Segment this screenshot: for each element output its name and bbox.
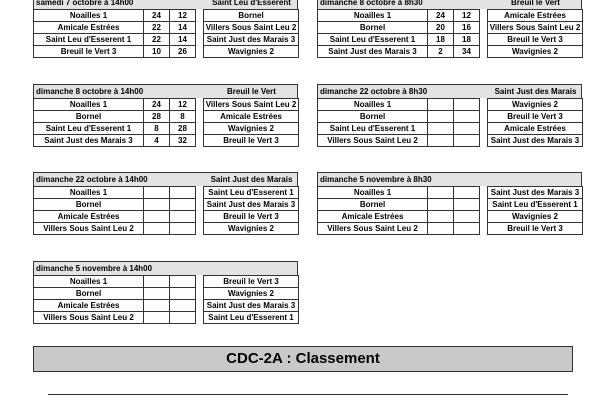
home-team: Villers Sous Saint Leu 2 — [34, 312, 144, 324]
results-table — [33, 9, 299, 58]
away-score — [170, 312, 196, 324]
away-team: Breuil le Vert 3 — [488, 223, 583, 235]
away-team: Villers Sous Saint Leu 2 — [204, 22, 299, 34]
table-row — [318, 211, 583, 223]
home-team: Bornel — [34, 288, 144, 300]
table-row — [34, 111, 299, 123]
table-row — [318, 199, 583, 211]
away-score: 26 — [170, 46, 196, 58]
home-team: Bornel — [318, 22, 428, 34]
away-team: Saint Leu d'Esserent 1 — [204, 187, 299, 199]
spacer — [196, 22, 204, 34]
spacer — [480, 223, 488, 235]
spacer — [480, 46, 488, 58]
table-row — [318, 46, 583, 58]
away-score: 18 — [454, 34, 480, 46]
home-team: Saint Leu d'Esserent 1 — [34, 34, 144, 46]
table-row — [318, 135, 583, 147]
away-team: Amicale Estrées — [488, 10, 583, 22]
home-team: Breuil le Vert 3 — [34, 46, 144, 58]
away-score — [454, 211, 480, 223]
spacer — [196, 99, 204, 111]
table-row — [34, 22, 299, 34]
table-row — [34, 312, 299, 324]
table-row — [34, 211, 299, 223]
spacer — [196, 187, 204, 199]
away-team: Villers Sous Saint Leu 2 — [204, 99, 299, 111]
home-score: 22 — [144, 22, 170, 34]
match-day-header — [317, 84, 582, 98]
away-score — [454, 187, 480, 199]
away-score — [170, 211, 196, 223]
home-score — [428, 187, 454, 199]
away-score: 34 — [454, 46, 480, 58]
spacer — [196, 276, 204, 288]
match-day-block — [33, 84, 298, 147]
match-day-block — [33, 0, 298, 58]
match-day-header — [33, 0, 298, 9]
home-score — [428, 123, 454, 135]
home-team: Noailles 1 — [318, 99, 428, 111]
table-row — [318, 34, 583, 46]
away-score: 12 — [454, 10, 480, 22]
results-table — [317, 186, 583, 235]
spacer — [196, 135, 204, 147]
home-team: Villers Sous Saint Leu 2 — [318, 223, 428, 235]
away-score — [454, 99, 480, 111]
match-day-header — [317, 172, 582, 186]
table-row — [34, 300, 299, 312]
results-table — [317, 9, 583, 58]
table-row — [318, 187, 583, 199]
spacer — [196, 288, 204, 300]
away-score — [170, 276, 196, 288]
home-score: 18 — [428, 34, 454, 46]
home-team: Saint Just des Marais 3 — [34, 135, 144, 147]
spacer — [196, 34, 204, 46]
home-team: Noailles 1 — [318, 10, 428, 22]
match-date: dimanche 22 octobre à 8h30 — [320, 87, 428, 96]
away-score — [170, 288, 196, 300]
away-team: Saint Just des Marais 3 — [488, 187, 583, 199]
home-team: Noailles 1 — [34, 187, 144, 199]
spacer — [196, 111, 204, 123]
home-score: 24 — [144, 99, 170, 111]
away-team: Amicale Estrées — [204, 111, 299, 123]
results-table — [317, 98, 583, 147]
table-row — [34, 34, 299, 46]
home-team: Noailles 1 — [34, 10, 144, 22]
spacer — [480, 10, 488, 22]
home-score — [428, 199, 454, 211]
match-date: dimanche 5 novembre à 8h30 — [320, 175, 432, 184]
spacer — [480, 111, 488, 123]
home-score: 10 — [144, 46, 170, 58]
home-score — [144, 223, 170, 235]
home-score: 24 — [428, 10, 454, 22]
away-team: Saint Just des Marais 3 — [488, 135, 583, 147]
away-score: 28 — [170, 123, 196, 135]
spacer — [480, 187, 488, 199]
home-score: 8 — [144, 123, 170, 135]
home-score: 28 — [144, 111, 170, 123]
spacer — [480, 135, 488, 147]
table-row — [34, 123, 299, 135]
home-team: Saint Just des Marais 3 — [318, 46, 428, 58]
match-day-block — [33, 172, 298, 235]
away-score: 12 — [170, 99, 196, 111]
home-score: 20 — [428, 22, 454, 34]
away-score: 14 — [170, 22, 196, 34]
away-score — [170, 300, 196, 312]
away-team: Breuil le Vert 3 — [488, 34, 583, 46]
table-row — [34, 223, 299, 235]
match-date: dimanche 22 octobre à 14h00 — [36, 175, 148, 184]
away-score — [454, 223, 480, 235]
spacer — [480, 123, 488, 135]
match-date: dimanche 8 octobre à 8h30 — [320, 0, 423, 7]
match-day-header — [317, 0, 582, 9]
home-team: Saint Leu d'Esserent 1 — [34, 123, 144, 135]
away-team: Breuil le Vert 3 — [204, 276, 299, 288]
home-score — [428, 211, 454, 223]
home-team: Amicale Estrées — [318, 211, 428, 223]
away-team: Amicale Estrées — [488, 123, 583, 135]
home-team: Bornel — [34, 111, 144, 123]
match-date: dimanche 5 novembre à 14h00 — [36, 264, 153, 273]
away-team: Wavignies 2 — [204, 123, 299, 135]
away-score: 32 — [170, 135, 196, 147]
away-team: Saint Just des Marais 3 — [204, 300, 299, 312]
spacer — [196, 10, 204, 22]
away-team: Breuil le Vert 3 — [488, 111, 583, 123]
away-score — [454, 111, 480, 123]
match-day-block — [33, 261, 298, 324]
home-team: Amicale Estrées — [34, 211, 144, 223]
away-team: Wavignies 2 — [488, 99, 583, 111]
home-score — [144, 312, 170, 324]
spacer — [196, 46, 204, 58]
away-team: Saint Leu d'Esserent 1 — [488, 199, 583, 211]
home-team: Noailles 1 — [318, 187, 428, 199]
home-team: Villers Sous Saint Leu 2 — [318, 135, 428, 147]
home-score — [144, 288, 170, 300]
results-table — [33, 186, 299, 235]
table-row — [318, 111, 583, 123]
spacer — [196, 312, 204, 324]
home-team: Amicale Estrées — [34, 300, 144, 312]
home-score — [144, 187, 170, 199]
home-team: Villers Sous Saint Leu 2 — [34, 223, 144, 235]
match-date: dimanche 8 octobre à 14h00 — [36, 87, 144, 96]
home-score — [144, 211, 170, 223]
away-team: Breuil le Vert 3 — [204, 135, 299, 147]
table-row — [34, 135, 299, 147]
table-row — [34, 187, 299, 199]
results-table — [33, 98, 299, 147]
away-score — [170, 199, 196, 211]
home-score — [144, 199, 170, 211]
away-team: Saint Just des Marais 3 — [204, 34, 299, 46]
away-score: 12 — [170, 10, 196, 22]
table-row — [318, 99, 583, 111]
table-row — [34, 10, 299, 22]
match-venue: Breuil le Vert — [511, 0, 560, 7]
table-row — [34, 199, 299, 211]
match-day-header — [33, 172, 298, 186]
home-team: Noailles 1 — [34, 276, 144, 288]
table-row — [318, 223, 583, 235]
away-team: Breuil le Vert 3 — [204, 211, 299, 223]
away-score: 16 — [454, 22, 480, 34]
away-team: Wavignies 2 — [488, 46, 583, 58]
match-venue: Breuil le Vert — [227, 87, 276, 96]
spacer — [480, 34, 488, 46]
home-score: 2 — [428, 46, 454, 58]
away-team: Saint Leu d'Esserent 1 — [204, 312, 299, 324]
match-venue: Saint Just des Marais — [494, 87, 577, 96]
match-venue: Saint Leu d'Esserent — [212, 0, 291, 7]
home-score — [428, 223, 454, 235]
table-row — [34, 46, 299, 58]
match-day-header — [33, 84, 298, 98]
away-team: Wavignies 2 — [204, 223, 299, 235]
away-score — [454, 123, 480, 135]
results-table — [33, 275, 299, 324]
match-day-block — [317, 0, 582, 58]
ranking-title: CDC-2A : Classement — [33, 346, 573, 372]
away-score — [454, 135, 480, 147]
table-row — [318, 10, 583, 22]
table-row — [34, 288, 299, 300]
home-team: Saint Leu d'Esserent 1 — [318, 123, 428, 135]
home-team: Noailles 1 — [34, 99, 144, 111]
home-team: Bornel — [34, 199, 144, 211]
home-score — [428, 135, 454, 147]
away-team: Villers Sous Saint Leu 2 — [488, 22, 583, 34]
spacer — [480, 99, 488, 111]
home-score: 4 — [144, 135, 170, 147]
home-team: Bornel — [318, 199, 428, 211]
spacer — [196, 223, 204, 235]
table-row — [34, 99, 299, 111]
home-team: Saint Leu d'Esserent 1 — [318, 34, 428, 46]
match-date: samedi 7 octobre à 14h00 — [36, 0, 134, 7]
table-row — [34, 276, 299, 288]
home-team: Amicale Estrées — [34, 22, 144, 34]
spacer — [480, 199, 488, 211]
away-score — [170, 187, 196, 199]
away-score: 8 — [170, 111, 196, 123]
away-team: Saint Just des Marais 3 — [204, 199, 299, 211]
spacer — [196, 211, 204, 223]
match-day-header — [33, 261, 298, 275]
home-team: Bornel — [318, 111, 428, 123]
spacer — [196, 199, 204, 211]
away-team: Wavignies 2 — [204, 46, 299, 58]
spacer — [480, 22, 488, 34]
spacer — [196, 300, 204, 312]
home-score — [144, 300, 170, 312]
home-score: 22 — [144, 34, 170, 46]
table-row — [318, 22, 583, 34]
spacer — [480, 211, 488, 223]
home-score — [428, 111, 454, 123]
away-team: Bornel — [204, 10, 299, 22]
home-score — [144, 276, 170, 288]
table-row — [318, 123, 583, 135]
match-venue: Saint Just des Marais — [210, 175, 293, 184]
match-day-block — [317, 84, 582, 147]
away-team: Wavignies 2 — [488, 211, 583, 223]
away-score — [454, 199, 480, 211]
away-score: 14 — [170, 34, 196, 46]
home-score — [428, 99, 454, 111]
away-team: Wavignies 2 — [204, 288, 299, 300]
home-score: 24 — [144, 10, 170, 22]
spacer — [196, 123, 204, 135]
match-day-block — [317, 172, 582, 235]
away-score — [170, 223, 196, 235]
